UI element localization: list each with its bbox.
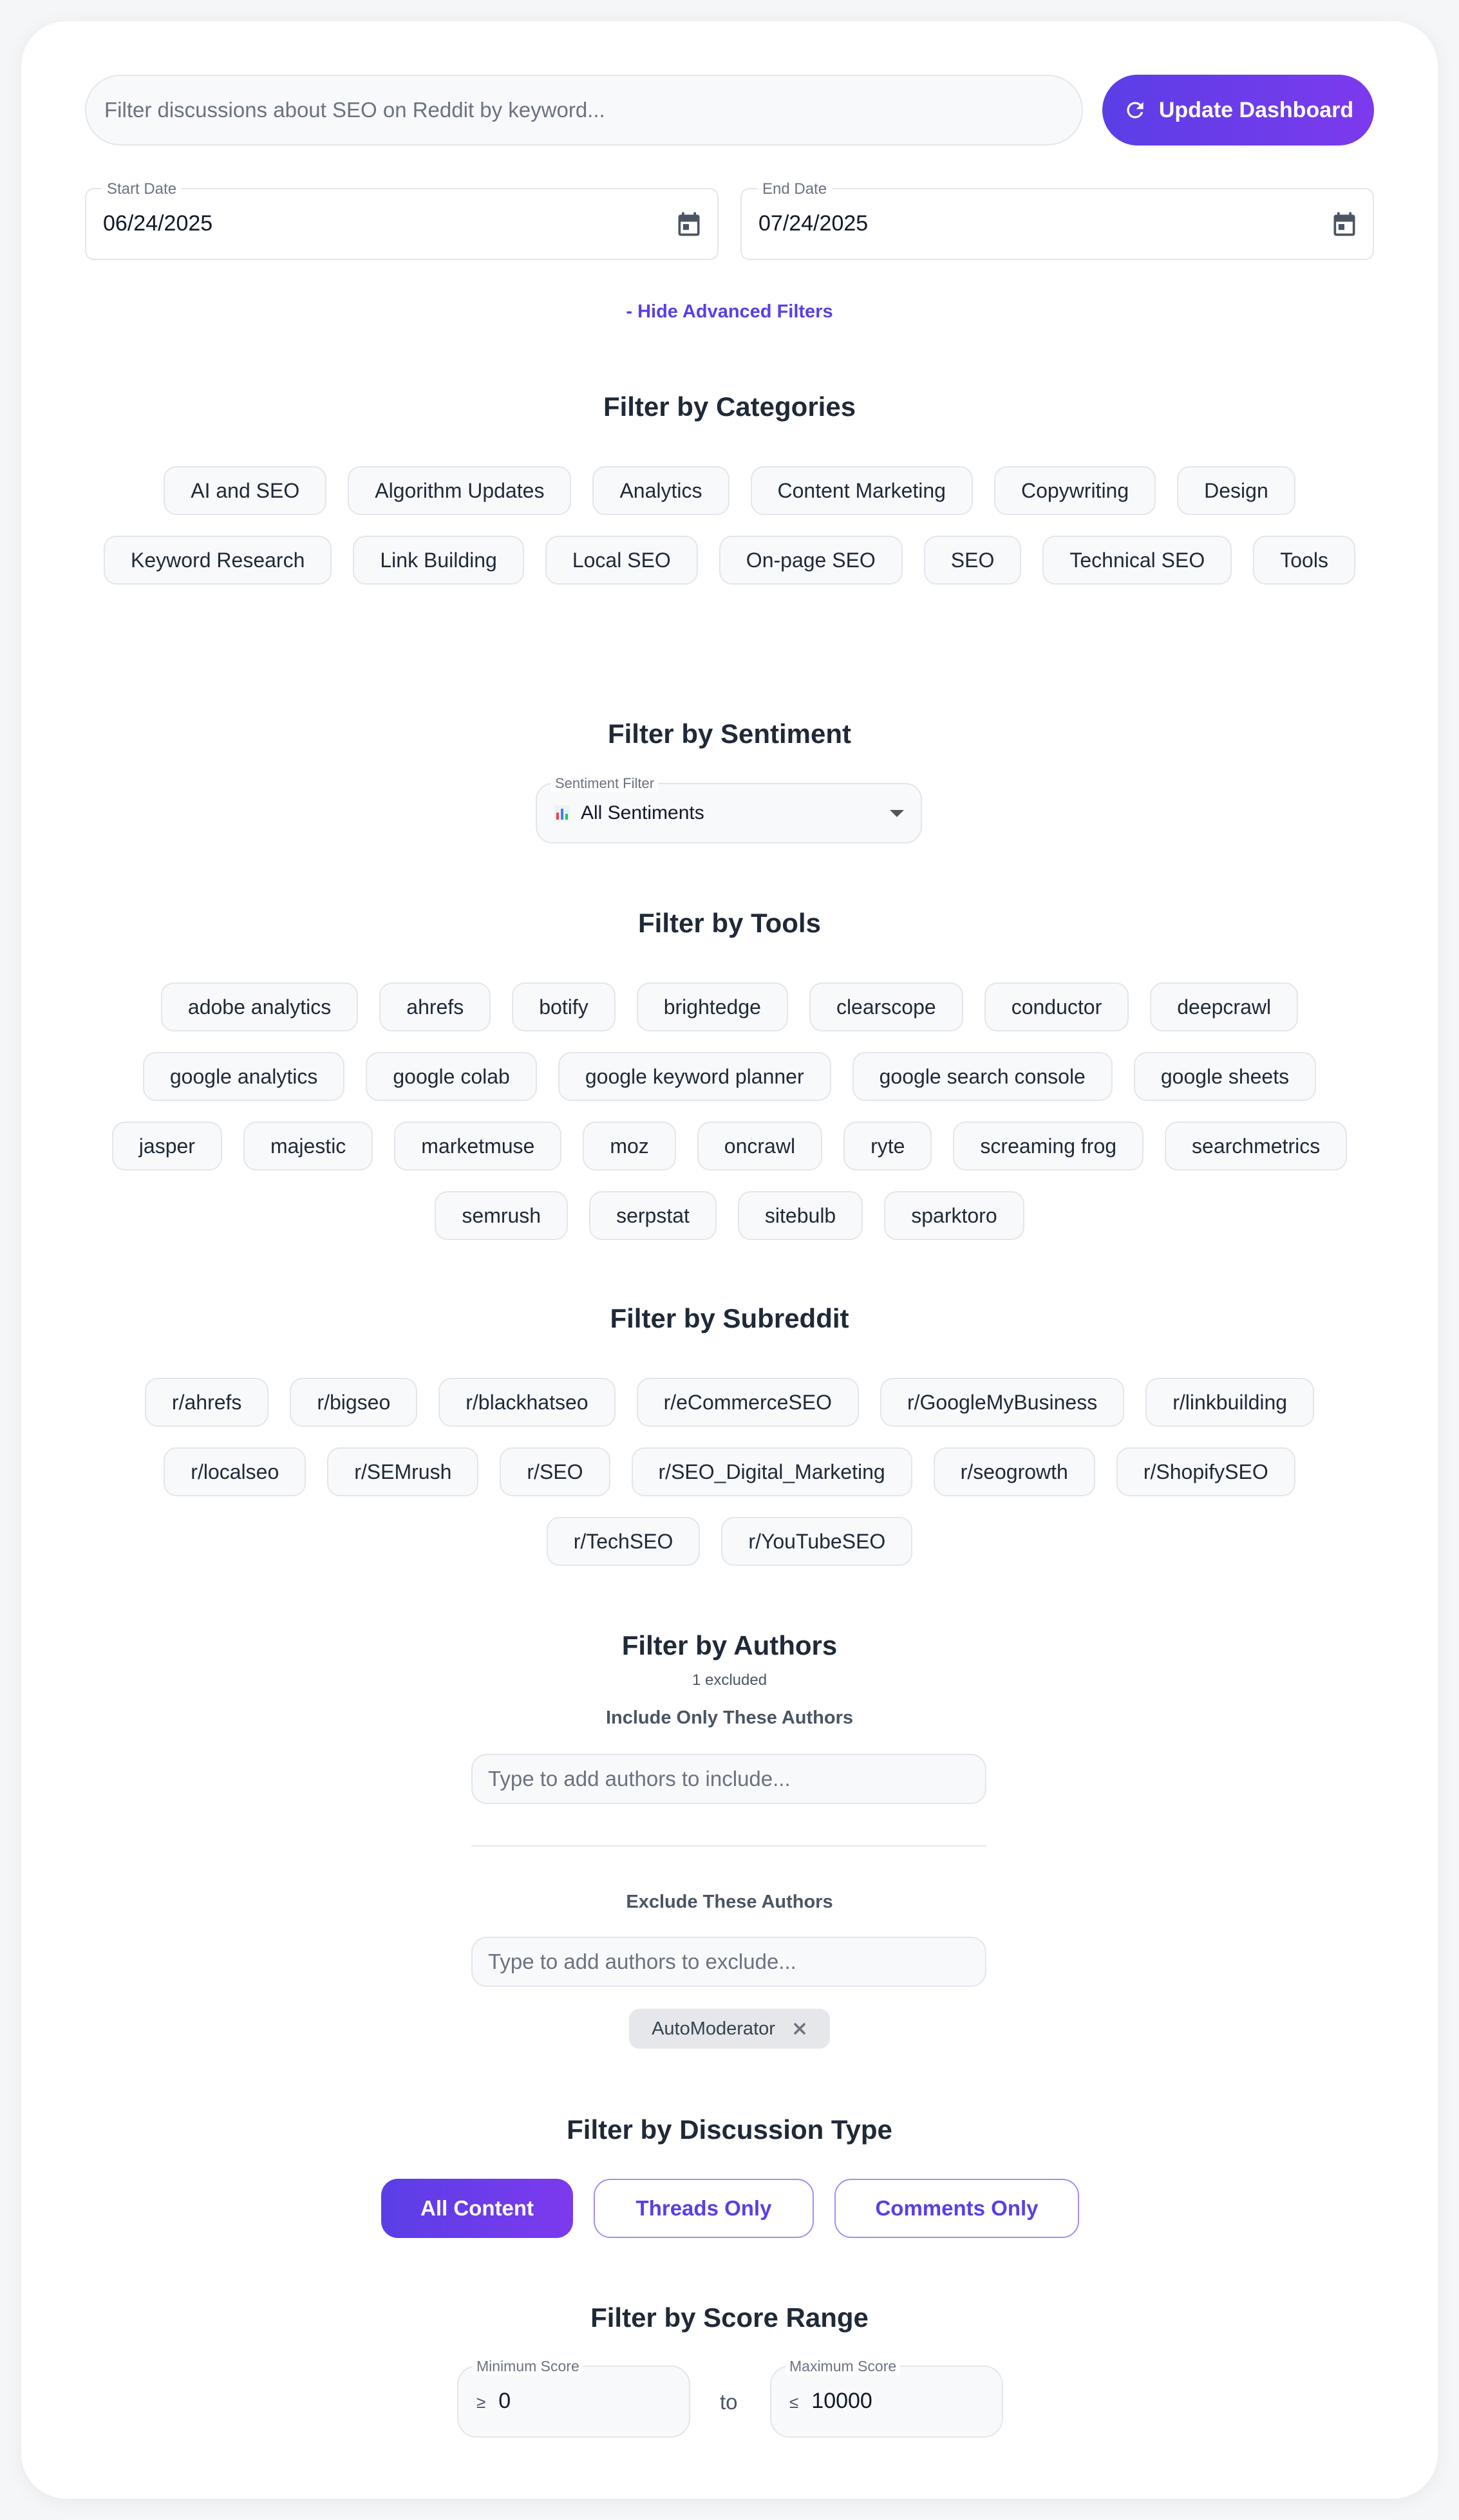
categories-chip[interactable]: SEO	[924, 536, 1022, 585]
subreddit-chip[interactable]: r/seogrowth	[934, 1447, 1095, 1496]
tools-chip[interactable]: oncrawl	[697, 1122, 822, 1171]
categories-chip[interactable]: On-page SEO	[719, 536, 903, 585]
sentiment-label: Sentiment Filter	[551, 775, 658, 792]
tools-chip[interactable]: marketmuse	[394, 1122, 561, 1171]
minimum-score-value-wrap	[476, 2389, 511, 2414]
exclude-authors-input[interactable]: Type to add authors to exclude...	[471, 1937, 986, 1987]
subreddit-chip[interactable]: r/ahrefs	[145, 1378, 268, 1427]
tools-chip[interactable]: clearscope	[809, 983, 963, 1031]
subreddit-chip[interactable]: r/localseo	[164, 1447, 306, 1496]
subreddit-chip[interactable]: r/YouTubeSEO	[721, 1517, 912, 1566]
calendar-icon[interactable]	[1330, 209, 1359, 240]
tools-chip[interactable]: google sheets	[1134, 1052, 1316, 1101]
sentiment-title: Filter by Sentiment	[607, 719, 852, 749]
categories-chip-list	[103, 466, 1356, 585]
minimum-score-field[interactable]	[457, 2358, 690, 2438]
minimum-score-prefix: ≥	[476, 2393, 486, 2412]
subreddit-chip[interactable]: r/linkbuilding	[1145, 1378, 1314, 1427]
subreddit-chip[interactable]: r/SEO	[500, 1447, 610, 1496]
categories-chip[interactable]: Algorithm Updates	[348, 466, 571, 515]
categories-chip[interactable]: Copywriting	[994, 466, 1156, 515]
categories-chip[interactable]: AI and SEO	[164, 466, 326, 515]
minimum-score-label: Minimum Score	[473, 2358, 583, 2375]
end-date-label: End Date	[757, 180, 832, 198]
tools-chip[interactable]: searchmetrics	[1165, 1122, 1347, 1171]
maximum-score-prefix: ≤	[789, 2393, 799, 2412]
subreddit-chip[interactable]: r/ShopifySEO	[1116, 1447, 1295, 1496]
categories-chip[interactable]: Keyword Research	[104, 536, 332, 585]
tools-chip[interactable]: botify	[512, 983, 615, 1031]
discussion-type-title: Filter by Discussion Type	[567, 2114, 892, 2145]
subreddit-title: Filter by Subreddit	[610, 1303, 849, 1333]
chevron-down-icon	[890, 810, 904, 817]
tools-chip-list	[103, 983, 1356, 1240]
tools-chip[interactable]: conductor	[984, 983, 1129, 1031]
subreddit-chip[interactable]: r/SEO_Digital_Marketing	[632, 1447, 912, 1496]
tools-chip[interactable]: brightedge	[637, 983, 788, 1031]
tools-chip[interactable]: deepcrawl	[1150, 983, 1298, 1031]
sentiment-select[interactable]	[536, 775, 922, 843]
subreddit-chip[interactable]: r/TechSEO	[547, 1517, 701, 1566]
subreddit-chip[interactable]: r/eCommerceSEO	[637, 1378, 859, 1427]
authors-title: Filter by Authors	[621, 1630, 838, 1660]
tools-chip[interactable]: semrush	[435, 1191, 568, 1240]
keyword-search-input[interactable]: Filter discussions about SEO on Reddit by keyword...	[85, 75, 1083, 146]
score-range-title: Filter by Score Range	[590, 2302, 869, 2333]
tools-chip[interactable]: sitebulb	[738, 1191, 863, 1240]
tools-chip[interactable]: google keyword planner	[558, 1052, 831, 1101]
update-dashboard-button[interactable]	[1102, 75, 1374, 146]
update-dashboard-label: Update Dashboard	[1158, 97, 1354, 122]
excluded-author-tag	[629, 2009, 830, 2049]
tools-chip[interactable]: google search console	[852, 1052, 1113, 1101]
maximum-score-label: Maximum Score	[786, 2358, 900, 2375]
subreddit-chip-list	[103, 1378, 1356, 1566]
start-date-label: Start Date	[102, 180, 182, 198]
tools-chip[interactable]: moz	[583, 1122, 675, 1171]
categories-chip[interactable]: Link Building	[353, 536, 523, 585]
comments-only-button[interactable]: Comments Only	[834, 2179, 1079, 2238]
tools-chip[interactable]: screaming frog	[953, 1122, 1144, 1171]
categories-chip[interactable]: Technical SEO	[1042, 536, 1232, 585]
maximum-score-value-wrap	[789, 2389, 872, 2414]
maximum-score-value: 10000	[811, 2389, 872, 2413]
all-content-button[interactable]: All Content	[381, 2179, 573, 2238]
start-date-value: 06/24/2025	[103, 211, 213, 236]
sentiment-value	[554, 802, 704, 824]
score-separator: to	[720, 2390, 738, 2414]
close-icon[interactable]	[792, 2021, 807, 2036]
categories-title: Filter by Categories	[603, 391, 856, 422]
tools-title: Filter by Tools	[638, 908, 821, 938]
tools-chip[interactable]: jasper	[112, 1122, 222, 1171]
include-authors-input[interactable]: Type to add authors to include...	[471, 1754, 986, 1804]
categories-chip[interactable]: Content Marketing	[751, 466, 973, 515]
categories-chip[interactable]: Local SEO	[545, 536, 698, 585]
hide-advanced-filters-link[interactable]: - Hide Advanced Filters	[626, 301, 833, 322]
start-date-field[interactable]	[85, 180, 719, 260]
tools-chip[interactable]: ahrefs	[379, 983, 491, 1031]
include-authors-label: Include Only These Authors	[605, 1707, 854, 1728]
minimum-score-value: 0	[498, 2389, 511, 2413]
excluded-count: 1 excluded	[692, 1671, 767, 1689]
end-date-value: 07/24/2025	[758, 211, 869, 236]
bar-chart-icon	[554, 805, 570, 822]
excluded-author-name: AutoModerator	[652, 2018, 775, 2039]
tools-chip[interactable]: serpstat	[589, 1191, 717, 1240]
tools-chip[interactable]: ryte	[843, 1122, 932, 1171]
tools-chip[interactable]: majestic	[243, 1122, 373, 1171]
subreddit-chip[interactable]: r/SEMrush	[327, 1447, 478, 1496]
sentiment-value-text: All Sentiments	[581, 802, 704, 823]
exclude-authors-label: Exclude These Authors	[626, 1892, 833, 1912]
maximum-score-field[interactable]	[770, 2358, 1003, 2438]
tools-chip[interactable]: google analytics	[143, 1052, 344, 1101]
tools-chip[interactable]: google colab	[366, 1052, 536, 1101]
subreddit-chip[interactable]: r/bigseo	[290, 1378, 417, 1427]
end-date-field[interactable]	[740, 180, 1374, 260]
categories-chip[interactable]: Analytics	[592, 466, 729, 515]
tools-chip[interactable]: adobe analytics	[161, 983, 358, 1031]
threads-only-button[interactable]: Threads Only	[594, 2179, 814, 2238]
authors-divider	[471, 1845, 986, 1847]
categories-chip[interactable]: Design	[1177, 466, 1295, 515]
calendar-icon[interactable]	[675, 209, 703, 240]
categories-chip[interactable]: Tools	[1253, 536, 1355, 585]
refresh-icon	[1123, 98, 1147, 122]
tools-chip[interactable]: sparktoro	[884, 1191, 1024, 1240]
subreddit-chip[interactable]: r/blackhatseo	[438, 1378, 615, 1427]
subreddit-chip[interactable]: r/GoogleMyBusiness	[880, 1378, 1124, 1427]
